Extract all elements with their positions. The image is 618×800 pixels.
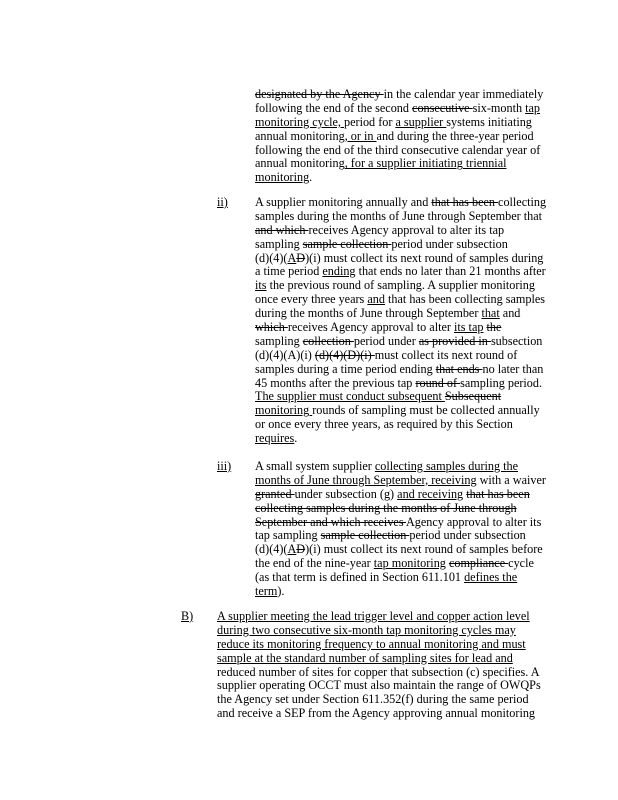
deleted-text: the [486,320,502,335]
text-run: 45 months after the previous tap [255,375,416,390]
text-line [217,638,541,652]
text-run: annual monitoring [255,128,345,143]
text-run: sampling [255,333,303,348]
deleted-text: and which [255,222,309,237]
inserted-text: and [367,292,385,307]
text-run: (d)(4)(A)(i) [255,347,315,362]
text-run: )(i) must collect its next round of samples during [305,250,544,265]
text-line [217,610,541,624]
inserted-text: A [287,250,297,265]
inserted-text: collecting samples during the [374,459,519,473]
inserted-text: that [481,306,500,321]
deleted-text: which [255,320,288,335]
deleted-text: (d)(4)(D)(i) [314,347,375,362]
text-run: following the end of the third consecutive calendar year of [255,142,541,157]
text-line [255,585,546,599]
text-line [255,404,546,418]
text-line [255,335,546,349]
inserted-text: its tap [454,320,484,335]
text-run: )(i) must collect its next round of samples before [305,542,543,557]
text-line [255,418,546,432]
text-line [255,321,546,335]
text-line [217,693,541,707]
inserted-text: tap monitoring [373,556,446,571]
text-line [255,210,546,224]
text-run: subsection [490,333,543,348]
deleted-text: D [296,542,306,557]
text-line [255,279,546,293]
text-line [255,432,546,446]
inserted-text: defines the [464,570,518,585]
item-label-ii: ii) [217,195,228,209]
item-label-B: B) [181,609,194,623]
text-run: (d)(4)( [255,542,288,557]
text-line [255,102,543,116]
text-line [255,252,546,266]
text-line [255,529,546,543]
text-run: A supplier monitoring annually and [255,195,432,209]
inserted-text: monitoring cycle, [255,114,345,129]
text-line [255,390,546,404]
text-run: and during the three-year period [376,128,534,143]
text-run: rounds of sampling must be collected annually [312,403,540,418]
deleted-text: granted [255,486,295,501]
text-run: supplier operating OCCT must also maintain the range of OWQPs [217,678,541,693]
text-run: sampling [255,236,303,251]
inserted-text: A [287,542,297,557]
item-label-iii: iii) [217,459,232,473]
inserted-text: requires [255,431,295,446]
text-run: under subsection (g) [294,486,398,501]
text-line [255,516,546,530]
deleted-text: as provided in [418,333,491,348]
text-run: annual monitoring [255,156,345,171]
inserted-text: during two consecutive six-month tap monitoring cycles may [217,622,516,637]
text-run: . [309,170,313,185]
deleted-text: D [296,250,306,265]
text-run: following the end of the second [255,100,413,115]
inserted-text: sample at the standard number of sampling sites for lead and [217,650,513,665]
deleted-text: sample collection [320,528,410,543]
text-run: six-month [472,100,526,115]
text-line [217,707,541,721]
deleted-text: collection [302,333,354,348]
deleted-text: that has been [431,195,499,209]
text-line [255,571,546,585]
deleted-text: consecutive [412,100,473,115]
text-run: samples during the months of June through September that [255,208,543,223]
deleted-text: sample collection [302,236,392,251]
text-run: must collect its next round of [374,347,518,362]
text-run: period under subsection [409,528,526,543]
inserted-text: and receiving [397,486,464,501]
inserted-text: monitoring [255,170,310,185]
text-run: (as that term is defined in Section 611.101 [255,570,465,585]
text-run: that ends no later than 21 months after [355,264,546,279]
text-run: period under [353,333,419,348]
text-line [255,349,546,363]
text-line [255,196,546,210]
inserted-text: , or in [344,128,377,143]
deleted-text: collecting samples during the months of June through [255,500,517,515]
inserted-text: months of June through September, receiving [255,472,477,487]
inserted-text: tap [525,100,540,115]
text-run: cycle [508,556,534,571]
text-run: period for [344,114,396,129]
deleted-text: designated by the Agency [255,87,384,101]
text-line [255,265,546,279]
inserted-text: reduce its monitoring frequency to annual monitoring and must [217,636,526,651]
text-line [255,363,546,377]
text-run: receives Agency approval to alter its tap [308,222,505,237]
deleted-text: that ends [435,361,483,376]
text-line [217,652,541,666]
inserted-text: , for a supplier initiating triennial [344,156,507,171]
text-run: period under subsection [391,236,508,251]
text-line [255,377,546,391]
text-line [255,157,543,171]
text-run: no later than [482,361,544,376]
text-line [255,224,546,238]
text-line [255,238,546,252]
inserted-text: monitoring [255,403,313,418]
text-run: the end of the nine-year [255,556,374,571]
text-line [255,144,543,158]
paragraph-continuation [255,88,543,185]
text-run: and receive a SEP from the Agency approving annual monitoring [217,706,536,721]
text-line [255,502,546,516]
deleted-text: compliance [448,556,509,571]
text-run: once every three years [255,292,368,307]
text-line [255,130,543,144]
text-line [255,171,543,185]
text-run: sampling period. [460,375,543,390]
item-ii-text [255,196,546,446]
text-line [255,307,546,321]
text-line [255,543,546,557]
deleted-text: Subsequent [444,389,502,404]
inserted-text: ending [322,264,356,279]
text-line [217,666,541,680]
inserted-text: A supplier meeting the lead trigger level and copper action level [217,609,530,623]
text-line [255,116,543,130]
text-run: (d)(4)( [255,250,288,265]
text-run: receives Agency approval to alter [287,320,454,335]
text-run: a time period [255,264,323,279]
text-line [255,460,546,474]
text-run: tap sampling [255,528,321,543]
text-line [255,88,543,102]
inserted-text: a supplier [395,114,447,129]
text-line [255,488,546,502]
text-run: during the months of June through September [255,306,482,321]
inserted-text: its [255,278,267,293]
text-run: Agency approval to alter its [405,514,542,529]
text-run: A small system supplier [255,459,375,473]
text-line [255,293,546,307]
item-iii-text [255,460,546,599]
text-run: or once every three years, as required by this Section [255,417,513,432]
deleted-text: round of [415,375,461,390]
inserted-text: term [255,584,278,599]
text-run: the Agency set under Section 611.352(f) during the same period [217,692,529,707]
text-run: with a waiver [476,472,546,487]
text-run: ). [277,584,285,599]
text-line [255,474,546,488]
text-run: that has been collecting samples [384,292,546,307]
text-run: the previous round of sampling. A supplier monitoring [266,278,535,293]
text-line [255,557,546,571]
text-line [217,679,541,693]
text-run: systems initiating [446,114,532,129]
inserted-text: The supplier must conduct subsequent [255,389,445,404]
text-run: collecting [498,195,547,209]
text-run: reduced number of sites for copper that subsection (c) specifies. A [217,664,540,679]
text-line [217,624,541,638]
text-run: samples during a time period ending [255,361,436,376]
deleted-text: September and which receives [255,514,406,529]
text-run: . [294,431,298,446]
item-B-text [217,610,541,721]
text-run: in the calendar year immediately [383,87,544,101]
text-run: and [499,306,521,321]
deleted-text: that has been [466,486,530,501]
